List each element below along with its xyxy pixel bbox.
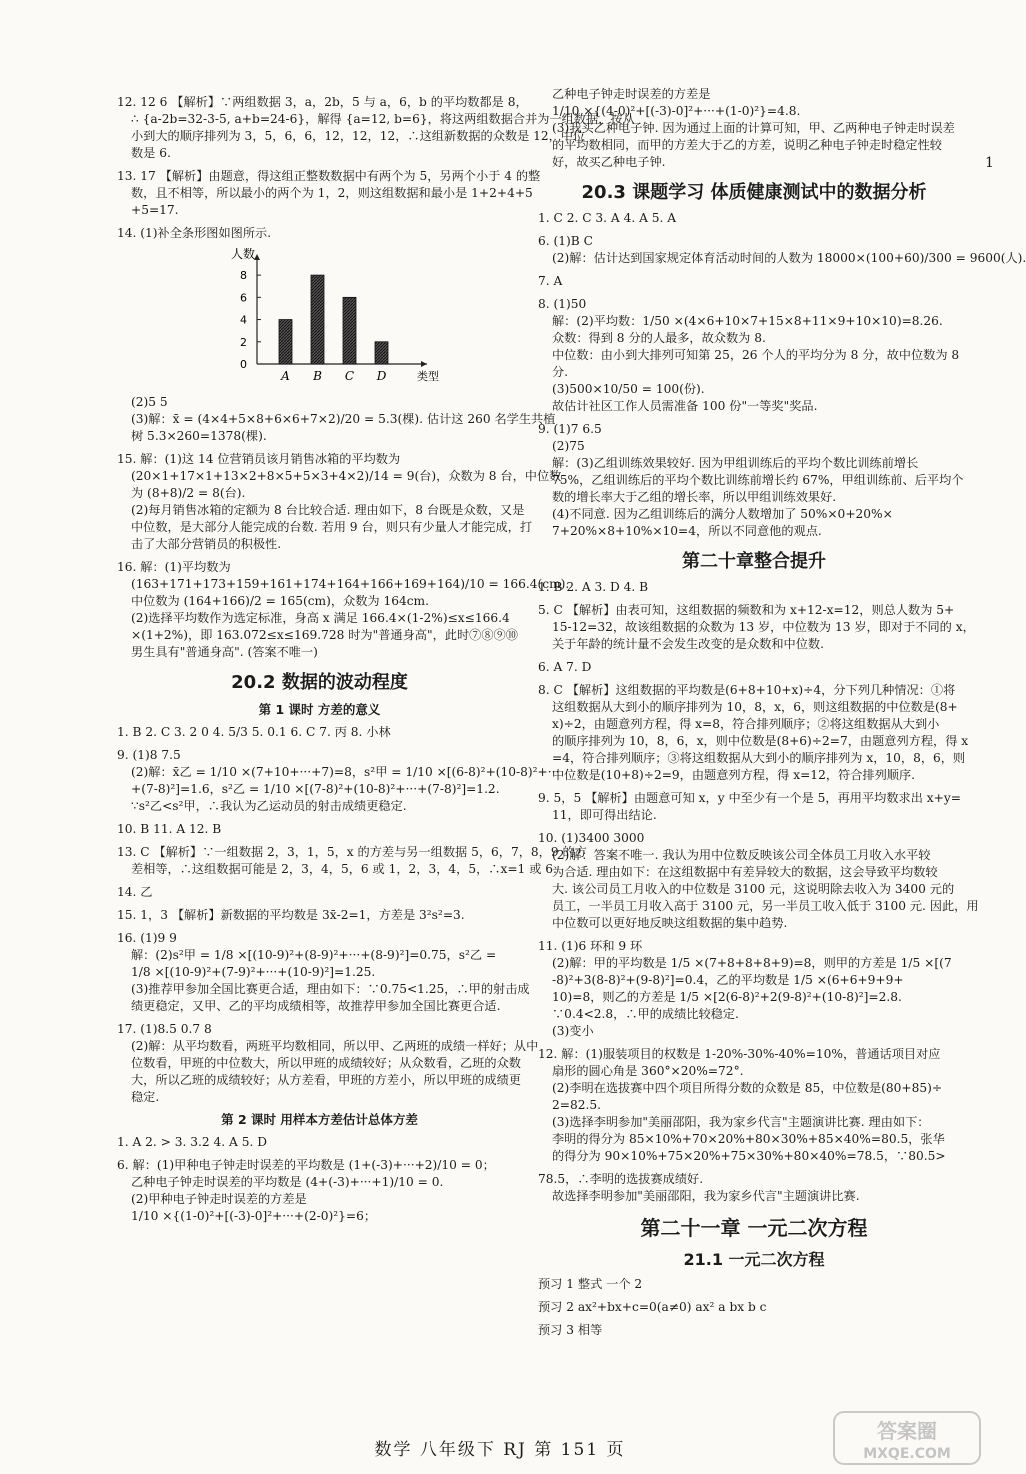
answer-line: 分. xyxy=(552,365,569,379)
answer-line: 11，即可得出结论. xyxy=(552,808,657,822)
answer-line: 10. B 11. A 12. B xyxy=(117,822,222,836)
answer-line: 解：(2)s²甲 = 1/8 ×[(10-9)²+(8-9)²+···+(8-9)²]=0.75，s²乙 = xyxy=(131,948,497,962)
answer-line: ∵s²乙<s²甲，∴我认为乙运动员的射击成绩更稳定. xyxy=(131,799,407,813)
answer-line: 12. 12 6 【解析】∵两组数据 3，a，2b，5 与 a，6，b 的平均数都是 8， xyxy=(117,95,528,109)
x-tick-label: D xyxy=(376,369,387,383)
y-tick-label: 8 xyxy=(240,269,247,283)
answer-line: 11. (1)6 环和 9 环 xyxy=(538,939,643,953)
answer-line: 预习 2 ax²+bx+c=0(a≠0) ax² a bx b c xyxy=(538,1300,767,1314)
answer-line: 9. (1)7 6.5 xyxy=(538,422,602,436)
answer-line: 中位数：由小到大排列可知第 25，26 个人的平均分为 8 分，故中位数为 8 xyxy=(552,348,960,362)
answer-line: 树 5.3×260=1378(棵). xyxy=(131,429,267,443)
right-block-b xyxy=(538,210,1026,540)
answer-line: 解：(3)乙组训练效果较好. 因为甲组训练后的平均个数比训练前增长 xyxy=(552,456,919,470)
answer-line: (4)不同意. 因为乙组训练后的满分人数增加了 50%×0+20%× xyxy=(552,507,893,521)
answer-line: 为合适. 理由如下：在这组数据中有差异较大的数据，这会导致平均数较 xyxy=(552,865,938,879)
left-block-d xyxy=(117,1134,522,1225)
answer-line: 中位数，是大部分人能完成的台数. 若用 9 台，则只有少量人才能完成，打 xyxy=(131,520,533,534)
answer-line: 10)=8，则乙的方差是 1/5 ×[2(6-8)²+2(9-8)²+(10-8)²]=2.8. xyxy=(552,990,902,1004)
answer-line: (3)我买乙种电子钟. 因为通过上面的计算可知，甲、乙两种电子钟走时误差 xyxy=(552,121,955,135)
section-21-1-title: 21.1 一元二次方程 xyxy=(683,1250,825,1269)
answer-line: (2)解：x̄乙 = 1/10 ×(7+10+···+7)=8，s²甲 = 1/10 ×[(6-8)²+(10-8)²+··· xyxy=(131,765,560,779)
answer-line: ∴ {a-2b=32-3-5, a+b=24-6}，解得 {a=12, b=6}，将这两组数据合并为一组数据，按从 xyxy=(131,112,635,126)
answer-line: 李明的得分为 85×10%+70×20%+80×30%+85×40%=80.5，张华 xyxy=(552,1132,945,1146)
answer-line: (2)解：答案不唯一. 我认为用中位数反映该公司全体员工月收入水平较 xyxy=(552,848,931,862)
page-footer: 数学 八年级下 RJ 第 151 页 xyxy=(374,1440,626,1460)
watermark-logo xyxy=(832,1410,982,1466)
answer-line: (2)解：估计达到国家规定体育活动时间的人数为 18000×(100+60)/300 = 9600(人). xyxy=(552,251,1026,265)
answer-line: 1/8 ×[(10-9)²+(7-9)²+···+(10-9)²]=1.25. xyxy=(131,965,376,979)
answer-line: 这组数据从大到小的顺序排列为 10，8，x，6，则这组数据的中位数是(8+ xyxy=(552,700,958,714)
answer-line: (2)5 5 xyxy=(131,395,168,409)
answer-line: 8. (1)50 xyxy=(538,297,587,311)
answer-line: 1/10 ×{(4-0)²+[(-3)-0]²+···+(1-0)²}=4.8. xyxy=(552,104,801,118)
y-tick-label: 2 xyxy=(240,335,247,349)
answer-line: 15. 解：(1)这 14 位营销员该月销售冰箱的平均数为 xyxy=(117,452,401,466)
answer-line: 故选择李明参加"美丽邵阳，我为家乡代言"主题演讲比赛. xyxy=(552,1189,860,1203)
answer-line: 14. 乙 xyxy=(117,885,153,899)
answer-line: 17. (1)8.5 0.7 8 xyxy=(117,1022,212,1036)
chapter-21-title: 第二十一章 一元二次方程 xyxy=(640,1216,868,1240)
answer-line: 数，且不相等，所以最小的两个为 1，2，则这组数据和最小是 1+2+4+5 xyxy=(131,186,533,200)
answer-line: 1. B 2. C 3. 2 0 4. 5/3 5. 0.1 6. C 7. 丙 8. 小林 xyxy=(117,725,391,739)
answer-line: (20×1+17×1+13×2+8×5+5×3+4×2)/14 = 9(台)，众数为 8 台，中位数 xyxy=(131,469,562,483)
answer-line: 6. (1)B C xyxy=(538,234,593,248)
answer-line: 6. A 7. D xyxy=(538,660,592,674)
answer-line: (3)解：x̄ = (4×4+5×8+6×6+7×2)/20 = 5.3(棵). 估计这 260 名学生共植 xyxy=(131,412,556,426)
margin-mark: 1 xyxy=(985,155,994,171)
answer-line: 乙种电子钟走时误差的方差是 xyxy=(552,87,711,101)
answer-line: 15. 1，3 【解析】新数据的平均数是 3x̄-2=1，方差是 3²s²=3. xyxy=(117,908,465,922)
answer-line: 7+20%×8+10%×10=4，所以不同意他的观点. xyxy=(552,524,822,538)
answer-line: (2)每月销售冰箱的定额为 8 台比较合适. 理由如下，8 台既是众数，又是 xyxy=(131,503,525,517)
answer-line: 中位数为 (164+166)/2 = 165(cm)，众数为 164cm. xyxy=(131,594,429,608)
x-axis-label: 类型 xyxy=(417,370,439,383)
answer-line: 15-12=32，故该组数据的众数为 13 岁，中位数为 13 岁，即对于不同的 x， xyxy=(552,620,975,634)
answer-line: 的平均数相同，而甲的方差大于乙的方差，说明乙种电子钟走时稳定性较 xyxy=(552,138,942,152)
bar-A xyxy=(279,320,292,364)
section-20-2-title: 20.2 数据的波动程度 xyxy=(231,672,408,693)
bar-D xyxy=(375,342,388,364)
answer-line: (2)75 xyxy=(552,439,585,453)
y-tick-label: 0 xyxy=(240,358,247,371)
answer-line: 预习 1 整式 一个 2 xyxy=(538,1277,643,1291)
bar-B xyxy=(311,275,324,364)
answer-line: 关于年龄的统计量不会发生改变的是众数和中位数. xyxy=(552,637,824,651)
answer-line: 1. C 2. C 3. A 4. A 5. A xyxy=(538,211,677,225)
answer-line: 6. 解：(1)甲种电子钟走时误差的平均数是 (1+(-3)+···+2)/10 = 0； xyxy=(117,1158,495,1172)
right-block-a xyxy=(538,86,970,171)
answer-line: 数的增长率大于乙组的增长率，所以甲组训练效果好. xyxy=(552,490,837,504)
right-column xyxy=(538,86,1026,1339)
chapter-20-review-title: 第二十章整合提升 xyxy=(682,551,826,572)
svg-text:MXQE.COM: MXQE.COM xyxy=(863,1446,951,1462)
answer-line: 16. 解：(1)平均数为 xyxy=(117,560,231,574)
right-block-d xyxy=(538,1276,970,1339)
x-tick-label: A xyxy=(281,369,290,383)
answer-line: 2=82.5. xyxy=(552,1098,601,1112)
answer-line: 为 (8+8)/2 = 8(台). xyxy=(131,486,246,500)
answer-line: -8)²+3(8-8)²+(9-8)²]=0.4，乙的平均数是 1/5 ×(6+6+9+9+ xyxy=(552,973,904,987)
answer-line: 7. A xyxy=(538,274,563,288)
answer-line: 12. 解：(1)服装项目的权数是 1-20%-30%-40%=10%，普通话项目对应 xyxy=(538,1047,941,1061)
right-block-c xyxy=(538,579,979,1205)
answer-line: 10. (1)3400 3000 xyxy=(538,831,645,845)
bar-chart xyxy=(227,246,442,386)
svg-text:答案圈: 答案圈 xyxy=(877,1419,937,1443)
answer-line: 差相等，∴这组数据可能是 2，3，4，5，6 或 1，2，3，4，5，∴x=1 或 6. xyxy=(131,862,557,876)
answer-line: 众数：得到 8 分的人最多，故众数为 8. xyxy=(552,331,766,345)
answer-line: 中位数是(10+8)÷2=9，由题意列方程，得 x=12，符合排列顺序. xyxy=(552,768,916,782)
answer-line: (163+171+173+159+161+174+164+166+169+164)/10 = 166.4(cm). xyxy=(131,577,570,591)
answer-line: (2)李明在选拔赛中四个项目所得分数的众数是 85，中位数是(80+85)÷ xyxy=(552,1081,943,1095)
x-tick-label: C xyxy=(344,369,355,383)
answer-line: 14. (1)补全条形图如图所示. xyxy=(117,226,272,240)
answer-line: (3)推荐甲参加全国比赛更合适，理由如下：∵0.75<1.25，∴甲的射击成 xyxy=(131,982,530,996)
answer-line: 稳定. xyxy=(131,1090,160,1104)
answer-line: 的顺序排列为 10，8，6，x，则中位数是(8+6)÷2=7，由题意列方程，得 x xyxy=(552,734,969,748)
answer-line: 大，所以乙班的成绩较好；从方差看，甲班的方差小，所以甲班的成绩更 xyxy=(131,1073,521,1087)
answer-line: 解：(2)平均数：1/50 ×(4×6+10×7+15×8+11×9+10×10)=8.26. xyxy=(552,314,943,328)
answer-line: 78.5，∴李明的选拔赛成绩好. xyxy=(538,1172,704,1186)
answer-line: (2)解：甲的平均数是 1/5 ×(7+8+8+8+9)=8，则甲的方差是 1/5 ×[(7 xyxy=(552,956,952,970)
answer-line: ∵0.4<2.8，∴甲的成绩比较稳定. xyxy=(552,1007,739,1021)
answer-line: 绩更稳定，又甲、乙的平均成绩相等，故推荐甲参加全国比赛更合适. xyxy=(131,999,501,1013)
answer-line: (3)选择李明参加"美丽邵阳，我为家乡代言"主题演讲比赛. 理由如下： xyxy=(552,1115,930,1129)
answer-line: =4，符合排列顺序；③将这组数据从大到小的顺序排列为 x，10，8，6，则 xyxy=(552,751,966,765)
y-tick-label: 6 xyxy=(240,291,247,305)
answer-line: 1. A 2. > 3. 3.2 4. A 5. D xyxy=(117,1135,267,1149)
answer-line: 的得分为 90×10%+75×20%+75×30%+80×40%=78.5，∵80.5> xyxy=(552,1149,946,1163)
answer-line: 9. (1)8 7.5 xyxy=(117,748,181,762)
answer-line: ×(1+2%)，即 163.072≤x≤169.728 时为"普通身高"，此时⑦⑧⑨⑩ xyxy=(131,628,518,642)
answer-line: 5. C 【解析】由表可知，这组数据的频数和为 x+12-x=12，则总人数为 5+ xyxy=(538,603,955,617)
answer-line: x)÷2，由题意列方程，得 x=8，符合排列顺序；②将这组数据从大到小 xyxy=(552,717,940,731)
y-axis-label: 人数 xyxy=(231,247,256,261)
answer-line: 数是 6. xyxy=(131,146,171,160)
answer-line: 13. C 【解析】∵一组数据 2，3，1，5，x 的方差与另一组数据 5，6，7，8，9 的方 xyxy=(117,845,587,859)
answer-line: (2)解：从平均数看，两班平均数相同，所以甲、乙两班的成绩一样好；从中 xyxy=(131,1039,539,1053)
section-20-3-title: 20.3 课题学习 体质健康测试中的数据分析 xyxy=(581,182,927,203)
answer-line: 8. C 【解析】这组数据的平均数是(6+8+10+x)÷4，分下列几种情况：①将 xyxy=(538,683,956,697)
answer-line: 75%，乙组训练后的平均个数比训练前增长约 67%，甲组训练前、后平均个 xyxy=(552,473,964,487)
answer-line: 扇形的圆心角是 360°×20%=72°. xyxy=(552,1064,744,1078)
answer-line: (3)变小 xyxy=(552,1024,594,1038)
answer-line: 故估计社区工作人员需准备 100 份"一等奖"奖品. xyxy=(552,399,818,413)
answer-line: 13. 17 【解析】由题意，得这组正整数数据中有两个为 5，另两个小于 4 的整 xyxy=(117,169,541,183)
answer-line: 中位数可以更好地反映这组数据的集中趋势. xyxy=(552,916,788,930)
answer-line: 好，故买乙种电子钟. xyxy=(552,155,666,169)
answer-line: 小到大的顺序排列为 3，5，6，6，12，12，12，∴这组新数据的众数是 12，中位 xyxy=(131,129,586,143)
answer-line: 1. B 2. A 3. D 4. B xyxy=(538,580,649,594)
answer-line: 预习 3 相等 xyxy=(538,1323,603,1337)
answer-line: +5=17. xyxy=(131,203,179,217)
answer-line: 击了大部分营销员的积极性. xyxy=(131,537,282,551)
answer-line: 1/10 ×{(1-0)²+[(-3)-0]²+···+(2-0)²}=6； xyxy=(131,1209,377,1223)
answer-line: 9. 5，5 【解析】由题意可知 x，y 中至少有一个是 5，再用平均数求出 x+y= xyxy=(538,791,961,805)
x-axis-arrow xyxy=(421,361,427,367)
answer-line: 员工，一半员工月收入高于 3100 元，另一半员工收入低于 3100 元. 因此，用 xyxy=(552,899,979,913)
lesson-2-title: 第 2 课时 用样本方差估计总体方差 xyxy=(221,1112,418,1127)
y-tick-label: 4 xyxy=(240,313,247,327)
answer-line: (2)选择平均数作为选定标准，身高 x 满足 166.4×(1-2%)≤x≤166.4 xyxy=(131,611,510,625)
x-tick-label: B xyxy=(313,369,322,383)
answer-line: (2)甲种电子钟走时误差的方差是 xyxy=(131,1192,307,1206)
bar-C xyxy=(343,297,356,364)
answer-line: 位数看，甲班的中位数大，所以甲班的成绩较好；从众数看，乙班的众数 xyxy=(131,1056,521,1070)
answer-line: +(7-8)²]=1.6，s²乙 = 1/10 ×[(7-8)²+(10-8)²+···+(7-8)²]=1.2. xyxy=(131,782,500,796)
answer-line: 16. (1)9 9 xyxy=(117,931,177,945)
answer-line: (3)500×10/50 = 100(份). xyxy=(552,382,705,396)
answer-line: 乙种电子钟走时误差的平均数是 (4+(-3)+···+1)/10 = 0. xyxy=(131,1175,444,1189)
lesson-1-title: 第 1 课时 方差的意义 xyxy=(258,702,381,717)
answer-line: 大. 该公司员工月收入的中位数是 3100 元，这说明除去收入为 3400 元的 xyxy=(552,882,955,896)
answer-line: 男生具有"普通身高". (答案不唯一) xyxy=(131,645,318,659)
